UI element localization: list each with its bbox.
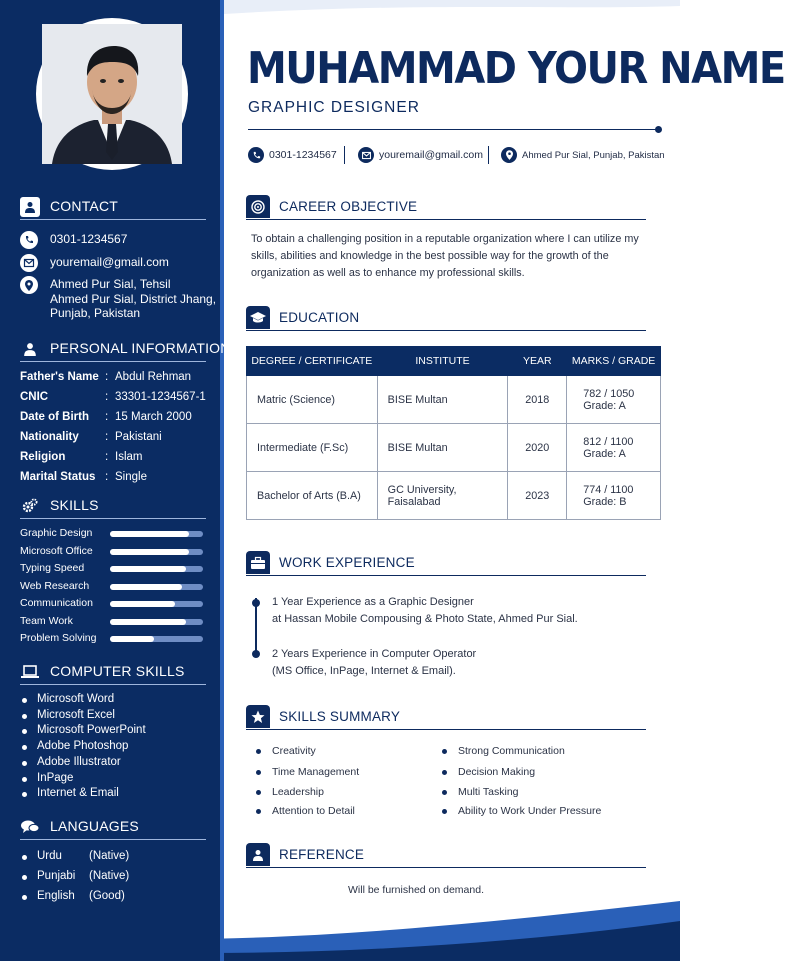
timeline-dot bbox=[252, 599, 260, 607]
header-email-text[interactable]: youremail@gmail.com bbox=[379, 149, 484, 161]
grade-value: Grade: A bbox=[583, 447, 626, 460]
info-key: Marital Status bbox=[20, 471, 96, 483]
year-cell: 2020 bbox=[508, 424, 567, 472]
work-experience-title: WORK EXPERIENCE bbox=[279, 555, 415, 570]
computer-skill-label: Microsoft PowerPoint bbox=[37, 724, 146, 737]
info-separator: : bbox=[105, 431, 109, 443]
info-value: Pakistani bbox=[115, 431, 162, 443]
address-line: Punjab, Pakistan bbox=[50, 306, 141, 320]
graduation-cap-icon bbox=[246, 306, 270, 329]
skill-summary-item: Multi Tasking bbox=[458, 786, 519, 798]
divider bbox=[344, 146, 345, 164]
skill-name: Microsoft Office bbox=[20, 544, 93, 557]
skill-bar-fill bbox=[110, 531, 189, 537]
computer-skill-label: Microsoft Word bbox=[37, 693, 115, 705]
language-name: Punjabi bbox=[37, 870, 76, 882]
language-item bbox=[22, 890, 212, 906]
degree-cell: Intermediate (F.Sc) bbox=[247, 424, 378, 472]
info-separator: : bbox=[105, 471, 109, 483]
person-icon bbox=[20, 197, 40, 217]
personal-info-row bbox=[20, 451, 220, 467]
divider bbox=[488, 146, 489, 164]
personal-info-heading bbox=[20, 339, 231, 362]
computer-skill-label: InPage bbox=[37, 771, 74, 784]
reference-title: REFERENCE bbox=[279, 847, 365, 862]
skill-summary-item: Strong Communication bbox=[458, 745, 565, 757]
column-header: DEGREE / CERTIFICATE bbox=[247, 347, 378, 376]
info-key: Nationality bbox=[20, 431, 79, 443]
skill-bar-fill bbox=[110, 601, 175, 607]
language-level: (Native) bbox=[89, 850, 130, 862]
institute-cell: GC University, Faisalabad bbox=[377, 472, 508, 520]
marks-value: 774 / 1100 bbox=[583, 483, 634, 496]
skill-bar bbox=[110, 531, 203, 537]
computer-skills-heading bbox=[20, 662, 206, 685]
grade-value: Grade: A bbox=[583, 399, 626, 412]
skill-name: Web Research bbox=[20, 579, 90, 592]
skill-name: Problem Solving bbox=[20, 632, 97, 644]
column-header: INSTITUTE bbox=[377, 347, 508, 376]
skill-bar-fill bbox=[110, 619, 186, 625]
languages-heading bbox=[20, 817, 206, 840]
contact-address bbox=[50, 277, 216, 321]
header-rule-dot bbox=[655, 126, 662, 133]
sidebar-edge bbox=[220, 0, 224, 961]
profile-photo bbox=[42, 24, 182, 164]
contact-email[interactable]: youremail@gmail.com bbox=[50, 255, 169, 269]
skill-bar bbox=[110, 636, 203, 642]
career-objective-title: CAREER OBJECTIVE bbox=[279, 199, 418, 214]
skill-summary-item: Time Management bbox=[272, 766, 360, 778]
column-header: YEAR bbox=[508, 347, 567, 376]
computer-skill-label: Adobe Illustrator bbox=[37, 755, 121, 768]
skill-bar bbox=[110, 584, 203, 590]
personal-info-row bbox=[20, 391, 220, 407]
header-rule bbox=[248, 129, 658, 130]
language-level: (Native) bbox=[89, 870, 130, 882]
skill-row bbox=[20, 527, 210, 541]
contact-title: CONTACT bbox=[50, 198, 119, 214]
header-location-text: Ahmed Pur Sial, Punjab, Pakistan bbox=[522, 150, 665, 161]
skills-summary-title: SKILLS SUMMARY bbox=[279, 709, 401, 724]
gears-icon bbox=[20, 496, 40, 516]
personal-info-row bbox=[20, 471, 220, 487]
info-key: Father's Name bbox=[20, 371, 99, 383]
degree-cell: Matric (Science) bbox=[247, 376, 378, 424]
personal-info-row bbox=[20, 371, 220, 387]
info-key: CNIC bbox=[20, 391, 49, 403]
phone-icon bbox=[248, 147, 264, 163]
institute-cell: BISE Multan bbox=[377, 376, 508, 424]
reference-heading bbox=[246, 843, 646, 868]
skill-summary-item: Leadership bbox=[272, 786, 324, 798]
language-name: English bbox=[37, 890, 75, 902]
location-pin-icon bbox=[501, 147, 517, 163]
star-icon bbox=[246, 705, 270, 728]
info-value: Islam bbox=[115, 451, 143, 463]
skill-bar bbox=[110, 549, 203, 555]
contact-phone[interactable]: 0301-1234567 bbox=[50, 232, 128, 246]
experience-line: 1 Year Experience as a Graphic Designer bbox=[272, 596, 474, 608]
marks-value: 812 / 1100 bbox=[583, 435, 634, 448]
skill-name: Communication bbox=[20, 597, 93, 609]
email-icon bbox=[358, 147, 374, 163]
skill-bar bbox=[110, 619, 203, 625]
full-name: MUHAMMAD YOUR NAME bbox=[247, 44, 785, 94]
marks-cell bbox=[567, 472, 661, 520]
target-icon bbox=[246, 195, 270, 218]
marks-cell bbox=[567, 376, 661, 424]
email-icon bbox=[20, 254, 38, 272]
language-level: (Good) bbox=[89, 890, 125, 902]
skill-bar bbox=[110, 601, 203, 607]
languages-title: LANGUAGES bbox=[50, 818, 139, 834]
skill-row bbox=[20, 597, 210, 611]
skills-title: SKILLS bbox=[50, 497, 99, 513]
computer-skills-title: COMPUTER SKILLS bbox=[50, 663, 185, 679]
language-name: Urdu bbox=[37, 850, 62, 862]
briefcase-icon bbox=[246, 551, 270, 574]
marks-cell bbox=[567, 424, 661, 472]
experience-line: 2 Years Experience in Computer Operator bbox=[272, 648, 477, 660]
skill-row bbox=[20, 545, 210, 559]
computer-skill-label: Internet & Email bbox=[37, 787, 119, 800]
info-separator: : bbox=[105, 451, 109, 463]
experience-item bbox=[272, 646, 476, 680]
year-cell: 2023 bbox=[508, 472, 567, 520]
degree-cell: Bachelor of Arts (B.A) bbox=[247, 472, 378, 520]
work-experience-heading bbox=[246, 551, 646, 576]
career-objective-heading bbox=[246, 195, 646, 220]
info-key: Date of Birth bbox=[20, 411, 89, 423]
language-item bbox=[22, 850, 212, 866]
reference-text: Will be furnished on demand. bbox=[348, 884, 484, 896]
skill-row bbox=[20, 615, 210, 629]
personal-info-row bbox=[20, 431, 220, 447]
personal-info-title: PERSONAL INFORMATION bbox=[50, 340, 231, 356]
skill-summary-item: Creativity bbox=[272, 745, 316, 757]
contact-heading bbox=[20, 197, 206, 220]
skill-name: Graphic Design bbox=[20, 527, 93, 539]
skill-summary-item: Attention to Detail bbox=[272, 805, 355, 817]
table-row bbox=[247, 472, 661, 520]
info-separator: : bbox=[105, 411, 109, 423]
skills-heading bbox=[20, 496, 206, 519]
language-item bbox=[22, 870, 212, 886]
info-value: Abdul Rehman bbox=[115, 371, 192, 383]
education-heading bbox=[246, 306, 646, 331]
experience-line: (MS Office, InPage, Internet & Email). bbox=[272, 665, 456, 677]
laptop-icon bbox=[20, 662, 40, 682]
institute-cell: BISE Multan bbox=[377, 424, 508, 472]
skill-row bbox=[20, 562, 210, 576]
person-icon bbox=[246, 843, 270, 866]
skill-bar-fill bbox=[110, 549, 189, 555]
career-objective-text: To obtain a challenging position in a reputable organization where I can utilize my skills, abilities and knowledge in the best possible way for the growth of the organization as well as to enhance my professional skills. bbox=[251, 233, 639, 279]
year-cell: 2018 bbox=[508, 376, 567, 424]
skill-bar-fill bbox=[110, 636, 154, 642]
skill-bar bbox=[110, 566, 203, 572]
chat-bubbles-icon bbox=[20, 817, 40, 837]
education-table bbox=[246, 346, 661, 520]
education-title: EDUCATION bbox=[279, 310, 360, 325]
location-pin-icon bbox=[20, 276, 38, 294]
skill-bar-fill bbox=[110, 584, 182, 590]
skills-summary-heading bbox=[246, 705, 646, 730]
sidebar bbox=[0, 0, 231, 961]
table-row bbox=[247, 376, 661, 424]
info-value: Single bbox=[115, 471, 147, 483]
info-separator: : bbox=[105, 391, 109, 403]
person-icon bbox=[20, 339, 40, 359]
address-line: Ahmed Pur Sial, District Jhang, bbox=[50, 291, 217, 306]
computer-skill-label: Microsoft Excel bbox=[37, 708, 115, 721]
skill-name: Team Work bbox=[20, 614, 73, 627]
info-value: 33301-1234567-1 bbox=[115, 391, 206, 403]
skill-summary-item: Ability to Work Under Pressure bbox=[458, 805, 602, 817]
education-header-row bbox=[247, 347, 661, 376]
table-row bbox=[247, 424, 661, 472]
timeline-dot bbox=[252, 650, 260, 658]
experience-line: at Hassan Mobile Compousing & Photo State, Ahmed Pur Sial. bbox=[272, 613, 578, 625]
skill-summary-item: Decision Making bbox=[458, 766, 536, 778]
address-line: Ahmed Pur Sial, Tehsil bbox=[50, 277, 171, 291]
info-value: 15 March 2000 bbox=[115, 411, 192, 423]
marks-value: 782 / 1050 bbox=[583, 387, 635, 400]
experience-item bbox=[272, 594, 578, 628]
column-header: MARKS / GRADE bbox=[567, 347, 661, 376]
skill-name: Typing Speed bbox=[20, 562, 85, 574]
info-key: Religion bbox=[20, 451, 66, 463]
skill-bar-fill bbox=[110, 566, 186, 572]
grade-value: Grade: B bbox=[583, 495, 627, 508]
personal-info-row bbox=[20, 411, 220, 427]
job-title: GRAPHIC DESIGNER bbox=[248, 99, 420, 116]
info-separator: : bbox=[105, 371, 109, 383]
skill-row bbox=[20, 580, 210, 594]
header-phone-text[interactable]: 0301-1234567 bbox=[269, 149, 337, 161]
phone-icon bbox=[20, 231, 38, 249]
skill-row bbox=[20, 632, 210, 646]
computer-skill-label: Adobe Photoshop bbox=[37, 740, 129, 753]
